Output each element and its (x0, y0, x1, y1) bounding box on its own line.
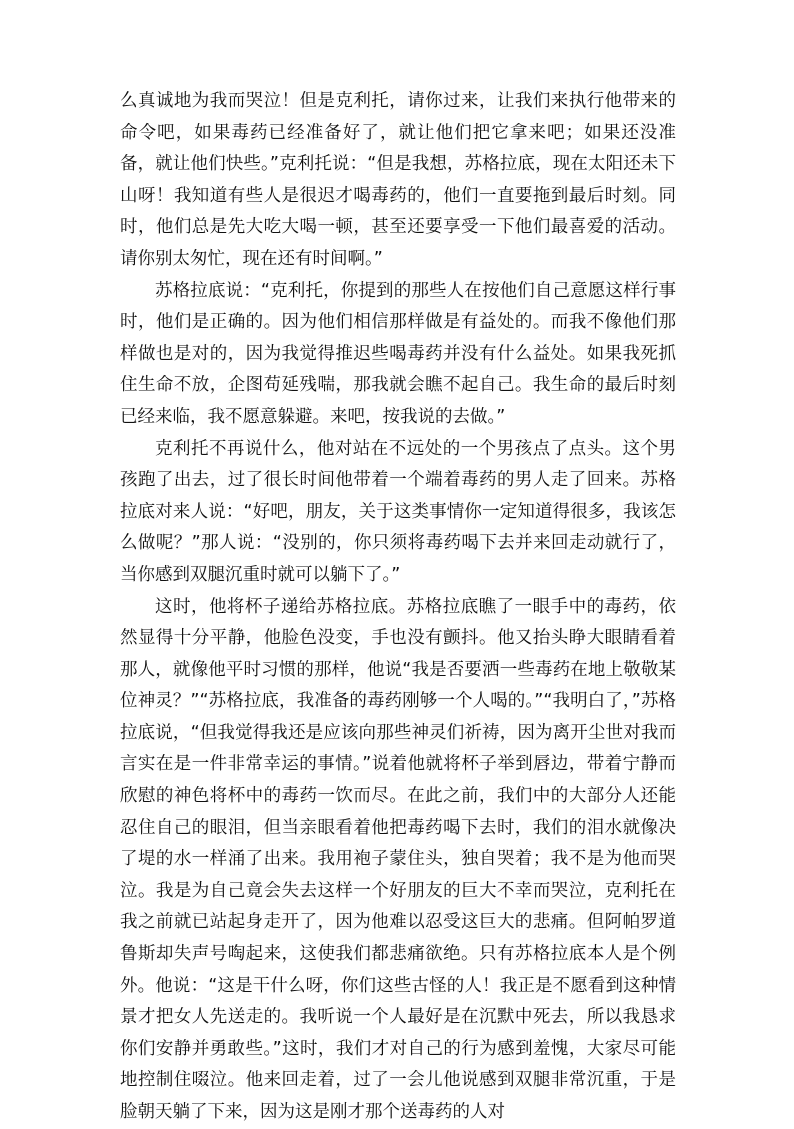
paragraph-4: 这时，他将杯子递给苏格拉底。苏格拉底瞧了一眼手中的毒药，依然显得十分平静，他脸色没变，手也没有颤抖。他又抬头睁大眼睛看着那人，就像他平时习惯的那样，他说“我是否要洒一些毒药在地上敬敬某位神灵？”“苏格拉底，我准备的毒药刚够一个人喝的。”“我明白了，”苏格拉底说，“但我觉得我还是应该向那些神灵们祈祷，因为离开尘世对我而言实在是一件非常幸运的事情。”说着他就将杯子举到唇边，带着宁静而欣慰的神色将杯中的毒药一饮而尽。在此之前，我们中的大部分人还能忍住自己的眼泪，但当亲眼看着他把毒药喝下去时，我们的泪水就像决了堤的水一样涌了出来。我用袍子蒙住头，独自哭着；我不是为他而哭泣。我是为自己竟会失去这样一个好朋友的巨大不幸而哭泣，克利托在我之前就已站起身走开了，因为他难以忍受这巨大的悲痛。但阿帕罗道鲁斯却失声号啕起来，这使我们都悲痛欲绝。只有苏格拉底本人是个例外。他说：“这是干什么呀，你们这些古怪的人！我正是不愿看到这种情景才把女人先送走的。我听说一个人最好是在沉默中死去，所以我恳求你们安静并勇敢些。”这时，我们才对自己的行为感到羞愧，大家尽可能地控制住啜泣。他来回走着，过了一会儿他说感到双腿非常沉重，于是脸朝天躺了下来，因为这是刚才那个送毒药的人对 (120, 596, 676, 1122)
paragraph-3: 克利托不再说什么，他对站在不远处的一个男孩点了点头。这个男孩跑了出去，过了很长时间他带着一个端着毒药的男人走了回来。苏格拉底对来人说：“好吧，朋友，关于这类事情你一定知道得很多，我该怎么做呢？”那人说：“没别的，你只须将毒药喝下去并来回走动就行了，当你感到双腿沉重时就可以躺下了。” (120, 438, 676, 585)
body-text (120, 86, 676, 1129)
paragraph-2: 苏格拉底说：“克利托，你提到的那些人在按他们自己意愿这样行事时，他们是正确的。因为他们相信那样做是有益处的。而我不像他们那样做也是对的，因为我觉得推迟些喝毒药并没有什么益处。如果我死抓住生命不放，企图苟延残喘，那我就会瞧不起自己。我生命的最后时刻已经来临，我不愿意躲避。来吧，按我说的去做。” (120, 280, 676, 427)
paragraph-1: 么真诚地为我而哭泣！但是克利托，请你过来，让我们来执行他带来的命令吧，如果毒药已经准备好了，就让他们把它拿来吧；如果还没准备，就让他们快些。”克利托说：“但是我想，苏格拉底，现在太阳还未下山呀！我知道有些人是很迟才喝毒药的，他们一直要拖到最后时刻。同时，他们总是先大吃大喝一顿，甚至还要享受一下他们最喜爱的活动。请你别太匆忙，现在还有时间啊。” (120, 91, 676, 269)
